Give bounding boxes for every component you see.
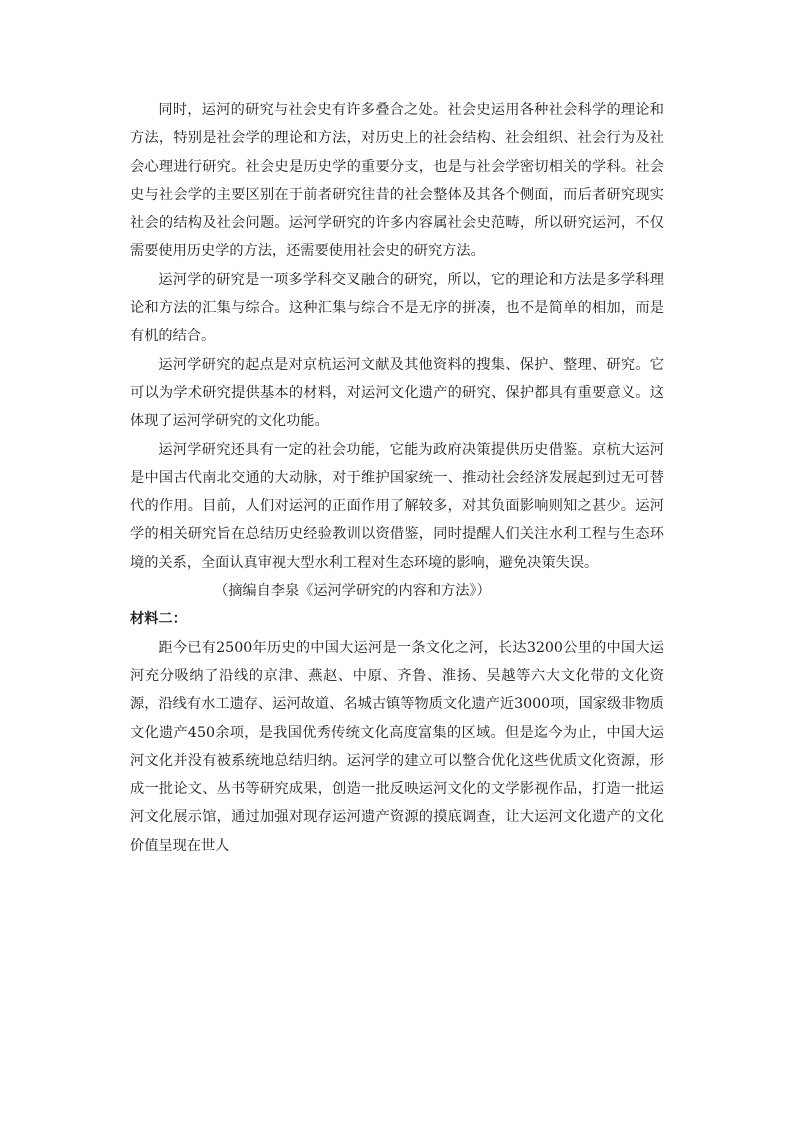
paragraph-cultural-function: 运河学研究的起点是对京杭运河文献及其他资料的搜集、保护、整理、研究。它可以为学术研究提供基本的材料，对运河文化遗产的研究、保护都具有重要意义。这体现了运河学研究的文化功能。 [130, 356, 664, 430]
source-citation: （摘编自李泉《运河学研究的内容和方法》） [214, 583, 491, 600]
paragraph-social-history: 同时，运河的研究与社会史有许多叠合之处。社会史运用各种社会科学的理论和方法，特别是社会学的理论和方法，对历史上的社会结构、社会组织、社会行为及社会心理进行研究。社会史是历史学的重要分支，也是与社会学密切相关的学科。社会史与社会学的主要区别在于前者研究往昔的社会整体及其各个侧面，而后者研究现实社会的结构及社会问题。运河学研究的许多内容属社会史范畴，所以研究运河，不仅需要使用历史学的方法，还需要使用社会史的研究方法。 [130, 102, 664, 260]
document-page [130, 96, 664, 860]
paragraph-material-two: 距今已有2500年历史的中国大运河是一条文化之河，长达3200公里的中国大运河充分吸纳了沿线的京津、燕赵、中原、齐鲁、淮扬、吴越等六大文化带的文化资源，沿线有水工遗存、运河故道、名城古镇等物质文化遗产近3000项，国家级非物质文化遗产450余项，是我国优秀传统文化高度富集的区域。但是迄今为止，中国大运河文化并没有被系统地总结归纳。运河学的建立可以整合优化这些优质文化资源，形成一批论文、丛书等研究成果，创造一批反映运河文化的文学影视作品，打造一批运河文化展示馆，通过加强对现存运河遗产资源的摸底调查，让大运河文化遗产的文化价值呈现在世人 [130, 639, 664, 854]
paragraph-social-function: 运河学研究还具有一定的社会功能，它能为政府决策提供历史借鉴。京杭大运河是中国古代南北交通的大动脉，对于维护国家统一、推动社会经济发展起到过无可替代的作用。目前，人们对运河的正面作用了解较多，对其负面影响则知之甚少。运河学的相关研究旨在总结历史经验教训以资借鉴，同时提醒人们关注水利工程与生态环境的关系，全面认真审视大型水利工程对生态环境的影响，避免决策失误。 [130, 441, 664, 571]
material-two-heading: 材料二： [130, 611, 187, 628]
paragraph-interdisciplinary: 运河学的研究是一项多学科交叉融合的研究，所以，它的理论和方法是多学科理论和方法的汇集与综合。这种汇集与综合不是无序的拼凑，也不是简单的相加，而是有机的结合。 [130, 271, 664, 345]
